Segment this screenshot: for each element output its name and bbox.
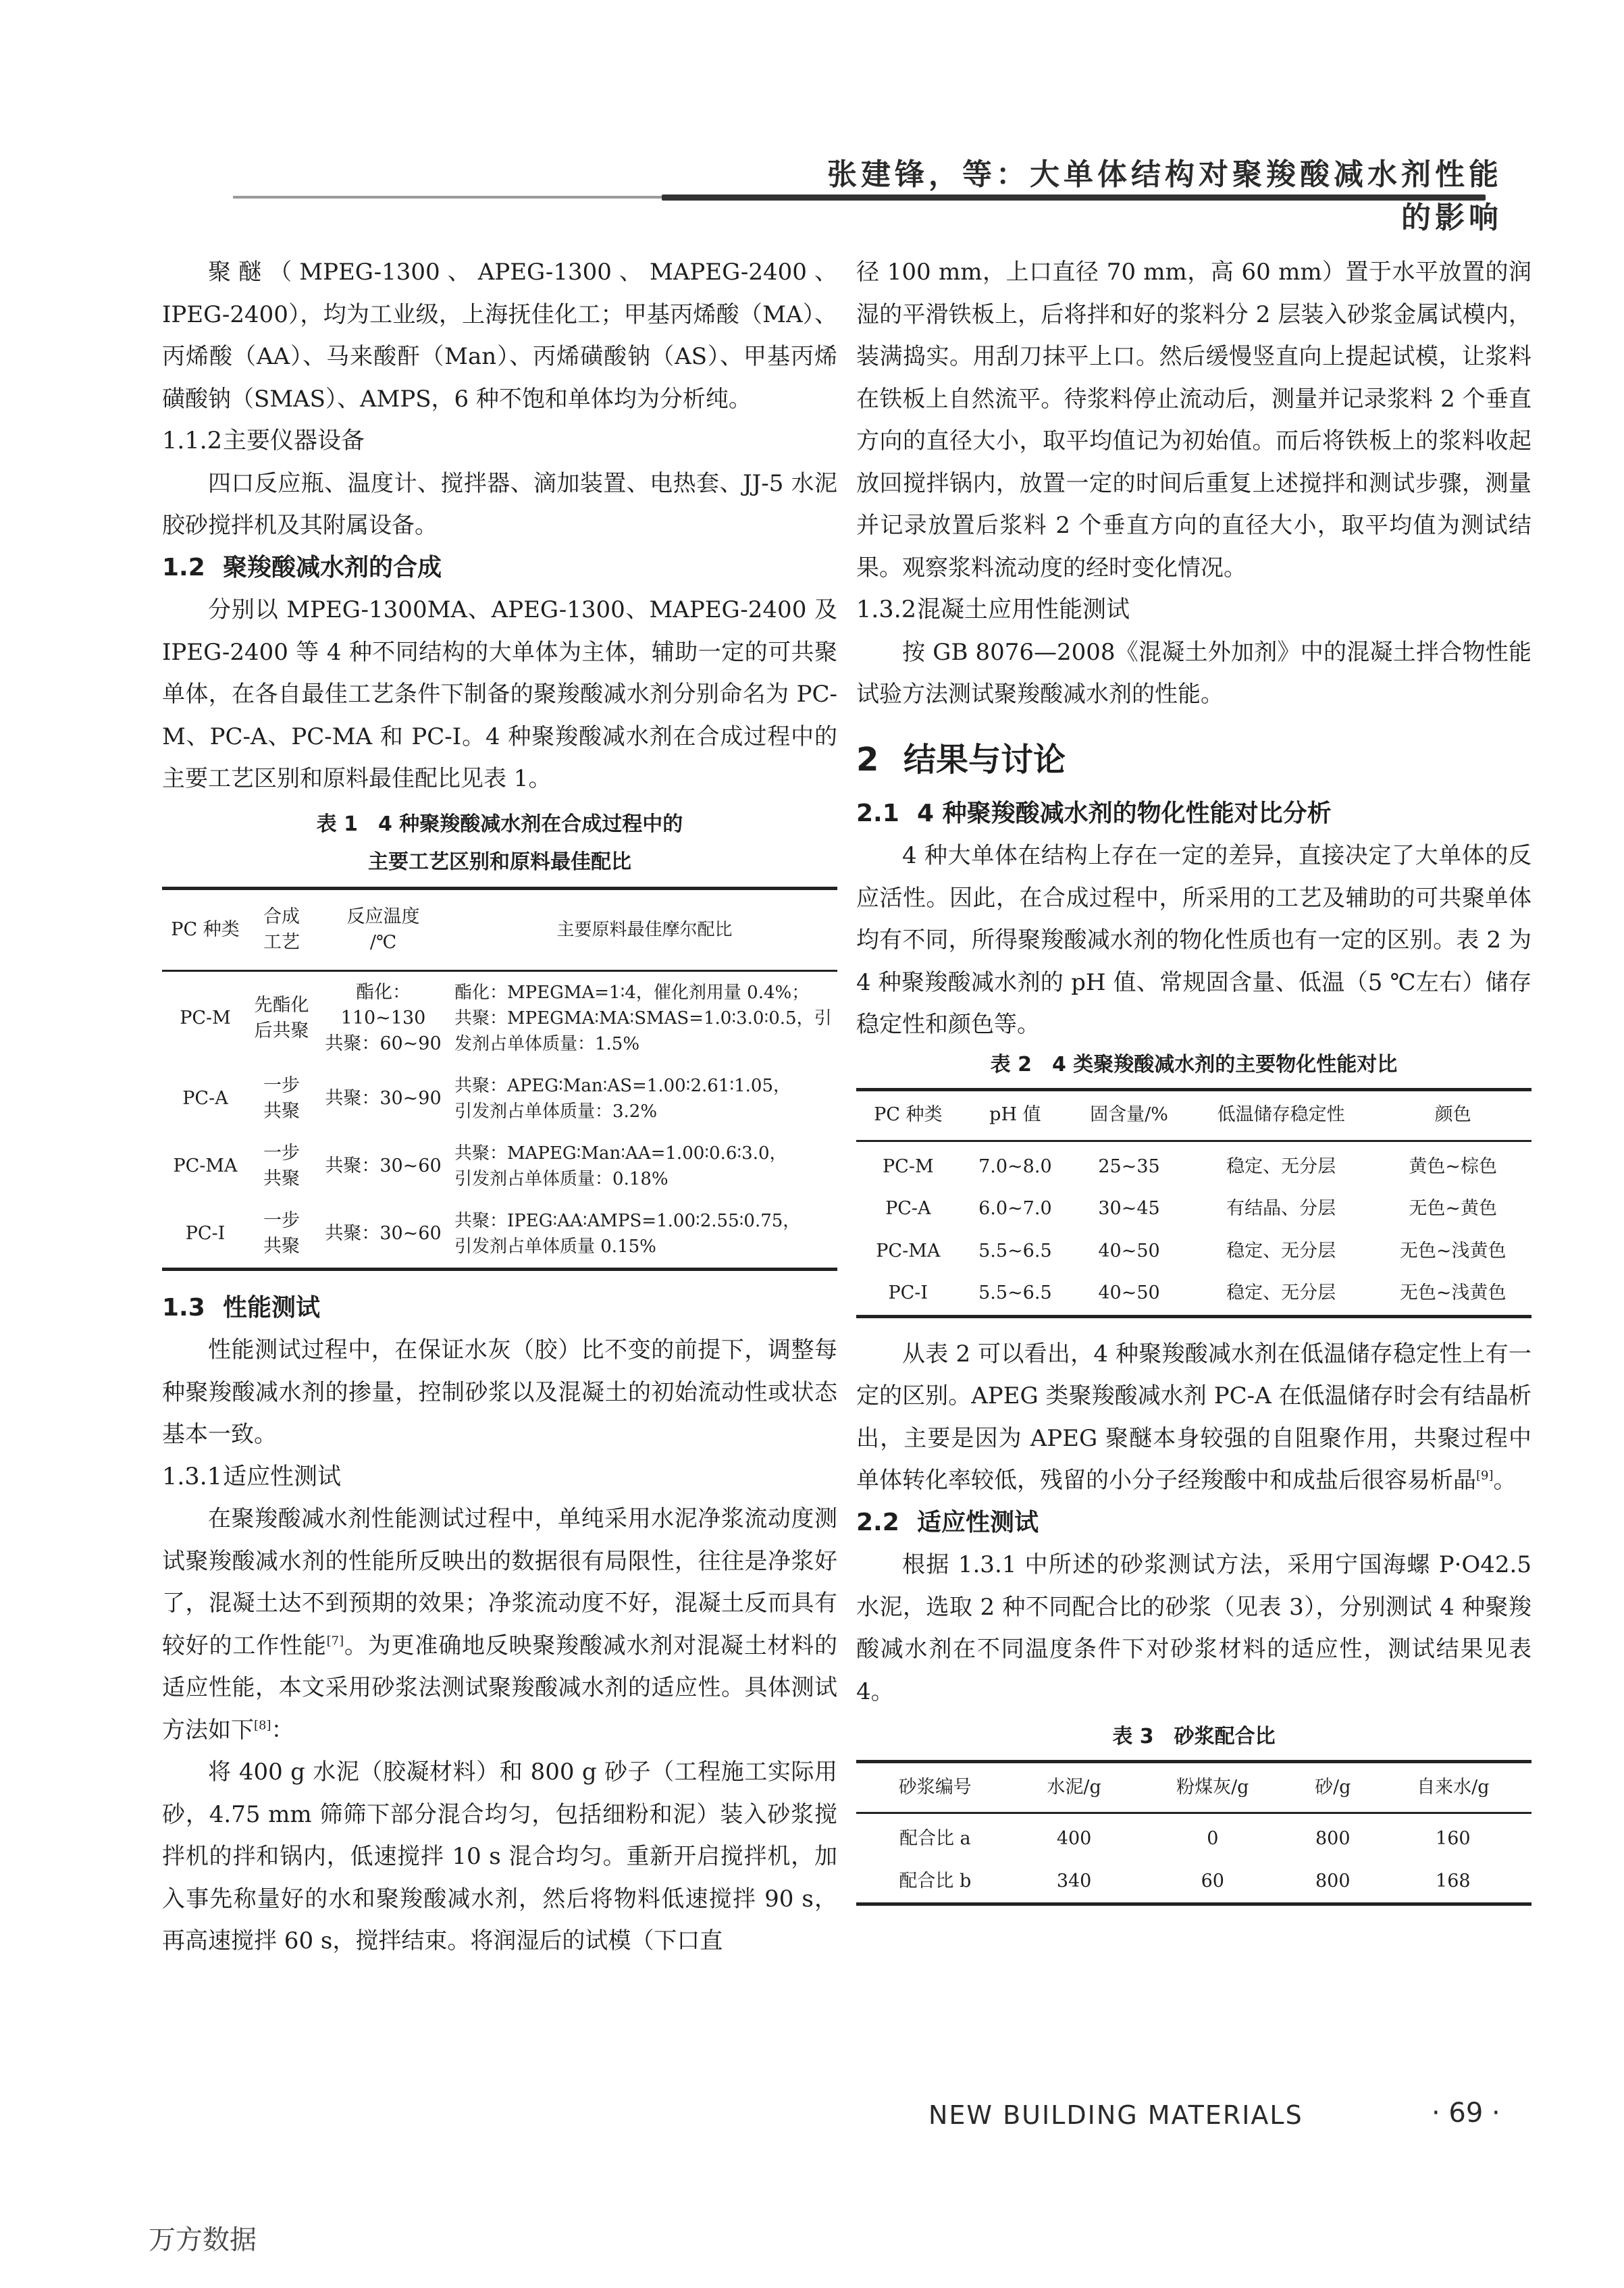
paragraph-performance: 性能测试过程中，在保证水灰（胶）比不变的前提下，调整每种聚羧酸减水剂的掺量，控制砂浆以及混凝土的初始流动性或状态基本一致。 <box>162 1336 837 1448</box>
table1 <box>162 887 837 1271</box>
table1-header-cell: 反应温度 /℃ <box>346 906 420 953</box>
table3-cell: 60 <box>1201 1870 1224 1892</box>
heading-title: 4 种聚羧酸减水剂的物化性能对比分析 <box>917 799 1332 827</box>
right-column <box>856 251 1531 1921</box>
watermark: 万方数据 <box>149 2225 257 2256</box>
table-row <box>162 1200 837 1270</box>
table1-cell-ratio: 酯化：MPEGMA=1∶4，催化剂用量 0.4%； 共聚：MPEGMA∶MA∶SMAS=1.0∶3.0∶0.5，引发剂占单体质量：1.5% <box>454 982 832 1054</box>
table2-header-cell: 颜色 <box>1434 1104 1471 1126</box>
table1-header-cell: 合成 工艺 <box>263 906 300 953</box>
heading-number: 1.3.1 <box>162 1463 223 1490</box>
table3 <box>856 1760 1531 1906</box>
page-number: · 69 · <box>1432 2098 1500 2129</box>
heading-title: 混凝土应用性能测试 <box>917 596 1130 623</box>
table1-cell-type: PC-A <box>182 1087 228 1109</box>
paragraph-text: 在聚羧酸减水剂性能测试过程中，单纯采用水泥净浆流动度测试聚羧酸减水剂的性能所反映出的数据很有局限性，往往是净浆好了，混凝土达不到预期的效果；净浆流动度不好，混凝土反而具有较好的工作性能 <box>162 1505 837 1659</box>
table-row <box>856 1188 1531 1230</box>
heading-2-2 <box>856 1502 1531 1544</box>
paragraph-materials: 聚醚（MPEG-1300、APEG-1300、MAPEG-2400、IPEG-2400），均为工业级，上海抚佳化工；甲基丙烯酸（MA）、丙烯酸（AA）、马来酸酐（Man）、丙烯磺酸钠（AS）、甲基丙烯磺酸钠（SMAS）、AMPS，6 种不饱和单体均为分析纯。 <box>162 259 837 413</box>
table2-cell: 无色~浅黄色 <box>1399 1282 1507 1303</box>
table3-header-row <box>856 1762 1531 1813</box>
paragraph-synthesis: 分别以 MPEG-1300MA、APEG-1300、MAPEG-2400 及 IPEG-2400 等 4 种不同结构的大单体为主体，辅助一定的可共聚单体，在各自最佳工艺条件下制备的聚羧酸减水剂分别命名为 PC-M、PC-A、PC-MA 和 PC-I。4 种聚羧酸减水剂在合成过程中的主要工艺区别和原料最佳配比见表 1。 <box>162 596 837 792</box>
citation-ref[interactable]: [9] <box>1476 1468 1494 1483</box>
paragraph-table2-discussion <box>856 1333 1531 1502</box>
running-title: 张建锋，等：大单体结构对聚羧酸减水剂性能的影响 <box>827 157 1502 235</box>
table2-cell: PC-A <box>885 1198 931 1219</box>
paragraph-adaptability <box>162 1498 837 1751</box>
table1-cell-process: 先酯化 后共聚 <box>254 994 309 1041</box>
table3-cell: 800 <box>1315 1870 1351 1892</box>
table1-cell-type: PC-MA <box>173 1155 238 1176</box>
table2-cell: PC-MA <box>876 1240 941 1262</box>
table1-header-cell: PC 种类 <box>171 918 240 940</box>
table-row <box>162 1065 837 1133</box>
table3-header-cell: 自来水/g <box>1417 1776 1490 1798</box>
footer-journal-name: NEW BUILDING MATERIALS <box>928 2100 1303 2130</box>
table2-cell: 稳定、无分层 <box>1226 1240 1336 1262</box>
table2-header-row <box>856 1089 1531 1141</box>
table1-cell-ratio: 共聚：APEG∶Man∶AS=1.00∶2.61∶1.05， 引发剂占单体质量：3.2% <box>454 1075 791 1122</box>
table-row <box>856 1861 1531 1904</box>
table1-cell-type: PC-M <box>180 1007 231 1029</box>
table1-cell-ratio: 共聚：MAPEG∶Man∶AA=1.00∶0.6∶3.0， 引发剂占单体质量：0.18% <box>454 1143 787 1189</box>
table2-cell: 40~50 <box>1098 1240 1160 1262</box>
table-row <box>162 970 837 1065</box>
table1-cell-ratio: 共聚：IPEG∶AA∶AMPS=1.00∶2.55∶0.75， 引发剂占单体质量 0.15% <box>454 1210 801 1257</box>
paragraph-text: 。为更准确地反映聚羧酸减水剂对混凝土材料的适应性能，本文采用砂浆法测试聚羧酸减水剂的适应性。具体测试方法如下 <box>162 1632 837 1744</box>
table2-cell: 30~45 <box>1098 1198 1160 1219</box>
table-row <box>856 1230 1531 1273</box>
table2-cell: 有结晶、分层 <box>1226 1198 1336 1219</box>
header-rule-decoration <box>233 196 665 199</box>
paragraph-text: 。 <box>1493 1467 1517 1494</box>
table-row <box>856 1813 1531 1861</box>
table2-cell: 40~50 <box>1098 1282 1160 1303</box>
table1-cell-temp: 酯化：110~130 共聚：60~90 <box>325 981 442 1054</box>
heading-1-2 <box>162 547 837 590</box>
table3-caption: 表 3 砂浆配合比 <box>1112 1725 1276 1748</box>
heading-title: 适应性测试 <box>223 1463 342 1490</box>
table1-caption <box>162 806 837 881</box>
table3-header-cell: 水泥/g <box>1047 1776 1101 1798</box>
heading-1-3-1 <box>162 1456 837 1499</box>
paragraph-equipment: 四口反应瓶、温度计、搅拌器、滴加装置、电热套、JJ-5 水泥胶砂搅拌机及其附属设备。 <box>162 469 837 539</box>
table1-cell-process: 一步 共聚 <box>263 1074 300 1122</box>
heading-1-1-2 <box>162 420 837 463</box>
heading-title: 适应性测试 <box>917 1508 1039 1536</box>
table1-cell-process: 一步 共聚 <box>263 1142 300 1189</box>
table2-cell: 7.0~8.0 <box>978 1155 1052 1177</box>
table-row <box>856 1141 1531 1188</box>
heading-2-1 <box>856 793 1531 835</box>
heading-title: 聚羧酸减水剂的合成 <box>223 553 442 581</box>
table3-cell: 0 <box>1207 1828 1219 1849</box>
table1-cell-temp: 共聚：30~90 <box>325 1087 442 1109</box>
table3-cell: 168 <box>1436 1870 1471 1892</box>
table2-cell: 黄色~棕色 <box>1409 1155 1498 1177</box>
heading-title: 性能测试 <box>223 1293 321 1322</box>
table-row <box>162 1133 837 1200</box>
heading-2 <box>856 736 1531 783</box>
heading-number: 1.1.2 <box>162 427 223 454</box>
table3-cell: 160 <box>1436 1828 1471 1849</box>
paragraph-concrete-test: 按 GB 8076—2008《混凝土外加剂》中的混凝土拌合物性能试验方法测试聚羧酸减水剂的性能。 <box>856 638 1531 708</box>
table3-header-cell: 砂/g <box>1315 1776 1351 1798</box>
heading-number: 2 <box>856 740 879 779</box>
table3-cell: 340 <box>1056 1870 1092 1892</box>
table2-header-cell: 固含量/% <box>1090 1104 1168 1126</box>
table2-cell: PC-M <box>883 1155 934 1177</box>
citation-ref[interactable]: [8] <box>254 1718 271 1733</box>
table3-cell: 配合比 a <box>899 1828 971 1849</box>
table3-header-cell: 粉煤灰/g <box>1176 1776 1249 1798</box>
heading-number: 2.1 <box>856 799 899 827</box>
table1-caption-line1: 表 1 4 种聚羧酸减水剂在合成过程中的 <box>316 812 683 836</box>
table2-header-cell: 低温储存稳定性 <box>1217 1104 1345 1126</box>
heading-1-3 <box>162 1287 837 1330</box>
table3-cell: 400 <box>1056 1828 1092 1849</box>
table1-cell-type: PC-I <box>185 1222 226 1244</box>
heading-title: 主要仪器设备 <box>223 427 365 454</box>
table2-cell: 无色~黄色 <box>1409 1198 1498 1219</box>
table2-caption: 表 2 4 类聚羧酸减水剂的主要物化性能对比 <box>990 1052 1398 1076</box>
table2-cell: 25~35 <box>1098 1155 1160 1177</box>
paragraph-test-method: 将 400 g 水泥（胶凝材料）和 800 g 砂子（工程施工实际用砂，4.75 mm 筛筛下部分混合均匀，包括细粉和泥）装入砂浆搅拌机的拌和锅内，低速搅拌 10 s 混合均匀。重新开启搅拌机，加入事先称量好的水和聚羧酸减水剂，然后将物料低速搅拌 90 s，再高速搅拌 60 s，搅拌结束。将润湿后的试模（下口直 <box>162 1759 837 1954</box>
table1-header-row <box>162 888 837 970</box>
heading-number: 1.3 <box>162 1293 205 1322</box>
table1-cell-temp: 共聚：30~60 <box>325 1155 442 1176</box>
table1-cell-temp: 共聚：30~60 <box>325 1222 442 1244</box>
heading-1-3-2 <box>856 589 1531 631</box>
table2-cell: 稳定、无分层 <box>1226 1282 1336 1303</box>
heading-number: 2.2 <box>856 1508 899 1536</box>
table1-cell-process: 一步 共聚 <box>263 1210 300 1257</box>
table-row <box>856 1272 1531 1316</box>
paragraph-continued: 径 100 mm，上口直径 70 mm，高 60 mm）置于水平放置的润湿的平滑铁板上，后将拌和好的浆料分 2 层装入砂浆金属试模内，装满捣实。用刮刀抹平上口。然后缓慢竖直向上提起试模，让浆料在铁板上自然流平。待浆料停止流动后，测量并记录浆料 2 个垂直方向的直径大小，取平均值记为初始值。而后将铁板上的浆料收起放回搅拌锅内，放置一定的时间后重复上述搅拌和测试步骤，测量并记录放置后浆料 2 个垂直方向的直径大小，取平均值为测试结果。观察浆料流动度的经时变化情况。 <box>856 259 1531 581</box>
table1-caption-line2: 主要工艺区别和原料最佳配比 <box>368 850 631 874</box>
paragraph-physchem: 4 种大单体在结构上存在一定的差异，直接决定了大单体的反应活性。因此，在合成过程中，所采用的工艺及辅助的可共聚单体均有不同，所得聚羧酸减水剂的物化性质也有一定的区别。表 2 为 4 种聚羧酸减水剂的 pH 值、常规固含量、低温（5 ℃左右）储存稳定性和颜色等。 <box>856 842 1531 1038</box>
paragraph-text: 从表 2 可以看出，4 种聚羧酸减水剂在低温储存稳定性上有一定的区别。APEG 类聚羧酸减水剂 PC-A 在低温储存时会有结晶析出，主要是因为 APEG 聚醚本身较强的自阻聚作用，共聚过程中单体转化率较低，残留的小分子经羧酸中和成盐后很容易析晶 <box>856 1340 1531 1494</box>
table1-header-cell: 主要原料最佳摩尔配比 <box>556 919 733 940</box>
table2-cell: 6.0~7.0 <box>978 1198 1052 1219</box>
table3-cell: 800 <box>1315 1828 1351 1849</box>
heading-title: 结果与讨论 <box>903 740 1066 779</box>
heading-number: 1.2 <box>162 553 205 581</box>
heading-number: 1.3.2 <box>856 596 917 623</box>
table2-cell: 5.5~6.5 <box>978 1240 1052 1262</box>
table2-header-cell: pH 值 <box>989 1104 1041 1126</box>
table2 <box>856 1088 1531 1318</box>
paragraph-text: ： <box>271 1716 294 1744</box>
table2-header-cell: PC 种类 <box>874 1104 943 1126</box>
left-column <box>162 251 837 1962</box>
table2-cell: 5.5~6.5 <box>978 1282 1052 1303</box>
table3-cell: 配合比 b <box>899 1870 972 1892</box>
table2-cell: 无色~浅黄色 <box>1399 1240 1507 1262</box>
table2-cell: 稳定、无分层 <box>1226 1155 1336 1177</box>
paragraph-adaptability-results: 根据 1.3.1 中所述的砂浆测试方法，采用宁国海螺 P·O42.5 水泥，选取 2 种不同配合比的砂浆（见表 3），分别测试 4 种聚羧酸减水剂在不同温度条件下对砂浆材料的适应性，测试结果见表 4。 <box>856 1551 1531 1705</box>
table3-header-cell: 砂浆编号 <box>898 1776 972 1798</box>
citation-ref[interactable]: [7] <box>326 1634 344 1648</box>
table2-cell: PC-I <box>888 1282 928 1303</box>
